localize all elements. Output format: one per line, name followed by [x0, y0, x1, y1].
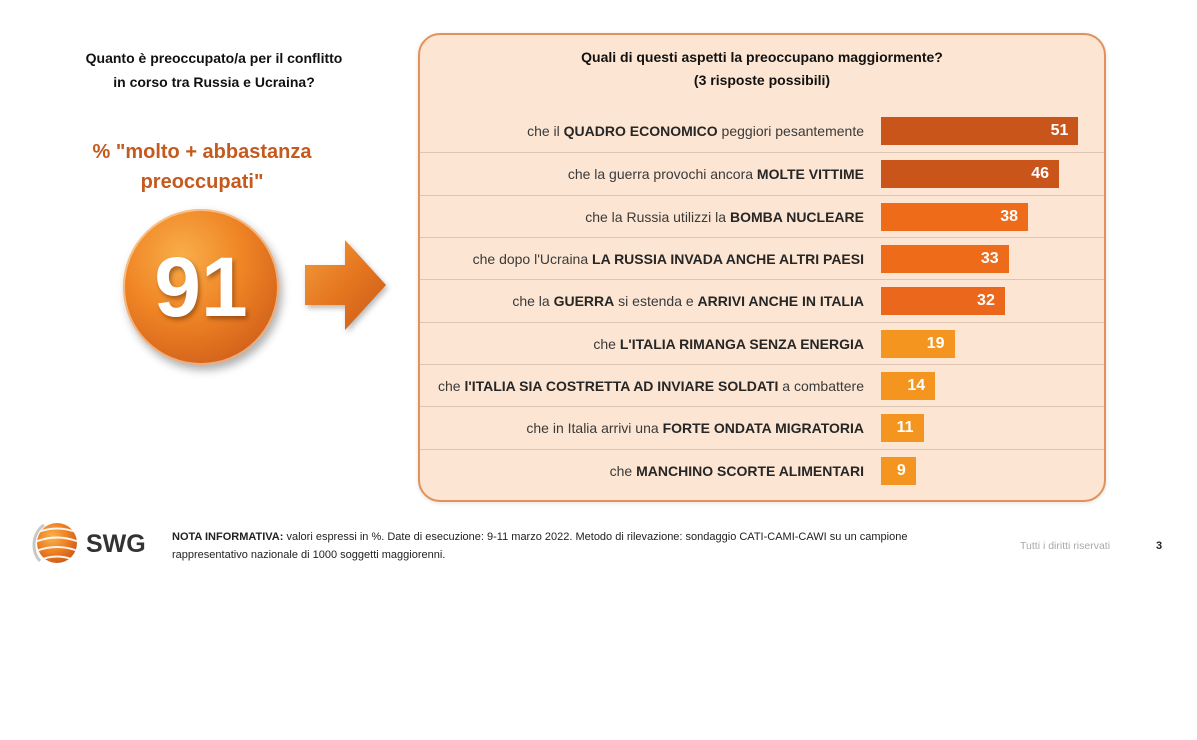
- category-label: [420, 323, 864, 365]
- chart-row: [420, 364, 1104, 406]
- swg-globe-icon: [30, 518, 82, 568]
- category-label: [420, 238, 864, 280]
- category-label-text: che dopo l'Ucraina: [472, 250, 593, 267]
- arrow-shape: [305, 240, 386, 330]
- bar: [881, 414, 924, 442]
- bar: [881, 203, 1028, 231]
- category-label: [420, 153, 864, 195]
- category-label-bold: ARRIVI ANCHE IN ITALIA: [697, 293, 864, 310]
- metric-label-line: % "molto + abbastanza: [92, 141, 312, 163]
- bar-value-label: 51: [1050, 122, 1069, 139]
- left-question-line: Quanto è preoccupato/a per il conflitto: [85, 50, 343, 66]
- chart-subtitle: (3 risposte possibili): [693, 72, 831, 88]
- chart-row: [420, 279, 1104, 321]
- category-label-text: che: [438, 377, 465, 394]
- category-label: [420, 280, 864, 322]
- bar: [881, 372, 935, 400]
- left-question: [14, 46, 414, 94]
- chart-row: [420, 237, 1104, 279]
- category-label-text: che la guerra provochi ancora: [567, 166, 757, 183]
- category-label: [420, 110, 864, 152]
- footnote-line: rappresentativo nazionale di 1000 soggetti maggiorenni.: [172, 549, 446, 561]
- footnote: [172, 528, 907, 564]
- category-label: [420, 365, 864, 407]
- category-label-text: che la: [512, 293, 554, 310]
- category-label-text: che il: [527, 123, 564, 139]
- chart-row: [420, 449, 1104, 491]
- category-label-bold: LA RUSSIA INVADA ANCHE ALTRI PAESI: [592, 250, 864, 267]
- category-label-bold: FORTE ONDATA MIGRATORIA: [662, 420, 864, 437]
- bar-value-label: 9: [896, 461, 906, 479]
- bar-value-label: 32: [977, 292, 995, 310]
- metric-label-line: preoccupati": [140, 171, 264, 193]
- bar: [881, 330, 955, 358]
- category-label-bold: MANCHINO SCORTE ALIMENTARI: [636, 462, 864, 479]
- chart-title-line: Quali di questi aspetti la preoccupano maggiormente?: [581, 49, 943, 65]
- bar: [881, 457, 916, 485]
- category-label-text: che: [593, 335, 620, 352]
- metric-circle: [123, 209, 279, 365]
- category-label: [420, 196, 864, 238]
- bar-value-label: 14: [907, 376, 926, 394]
- metric-value: 91: [154, 240, 248, 334]
- category-label-bold: BOMBA NUCLEARE: [729, 208, 864, 225]
- bar: [881, 287, 1005, 315]
- category-label-bold: QUADRO ECONOMICO: [563, 123, 718, 139]
- category-label-bold: MOLTE VITTIME: [756, 166, 864, 183]
- category-label: [420, 450, 864, 492]
- category-label-text: che: [609, 462, 637, 479]
- category-label-text: a combattere: [778, 377, 864, 394]
- category-label: [420, 407, 864, 449]
- left-question-line: in corso tra Russia e Ucraina?: [113, 74, 315, 90]
- bar-value-label: 46: [1031, 165, 1050, 183]
- chart-panel: [418, 33, 1106, 502]
- rights-text: Tutti i diritti riservati: [1020, 540, 1111, 552]
- bar: [881, 160, 1059, 188]
- category-label-bold: GUERRA: [553, 293, 615, 310]
- logo-text: SWG: [86, 530, 146, 558]
- chart-row: [420, 152, 1104, 194]
- footnote-label: NOTA INFORMATIVA:: [172, 531, 284, 543]
- bar-value-label: 33: [980, 249, 999, 267]
- page-number: 3: [1156, 540, 1163, 552]
- footnote-text: valori espressi in %. Date di esecuzione: 9-11 marzo 2022. Metodo di rilevazione: sondaggio CATI-CAMI-CAWI su un campione: [286, 531, 908, 543]
- chart-row: [420, 322, 1104, 364]
- chart-row: [420, 406, 1104, 448]
- bar-value-label: 38: [1000, 207, 1019, 225]
- category-label-bold: L'ITALIA RIMANGA SENZA ENERGIA: [619, 335, 864, 352]
- bar: [881, 117, 1078, 145]
- category-label-text: si estenda e: [614, 293, 698, 310]
- footnote-line: [172, 528, 907, 546]
- category-label-text: che la Russia utilizzi la: [585, 208, 730, 225]
- bar-value-label: 19: [926, 334, 945, 352]
- category-label-bold: l'ITALIA SIA COSTRETTA AD INVIARE SOLDATI: [464, 377, 779, 394]
- chart-rows: [420, 35, 1104, 500]
- chart-row: [420, 110, 1104, 152]
- bar: [881, 245, 1009, 273]
- chart-row: [420, 195, 1104, 237]
- bar-value-label: 11: [896, 419, 914, 437]
- metric-label: [52, 137, 352, 197]
- category-label-text: che in Italia arrivi una: [526, 420, 663, 437]
- category-label-text: peggiori pesantemente: [717, 123, 864, 139]
- arrow-right-icon: [303, 238, 389, 334]
